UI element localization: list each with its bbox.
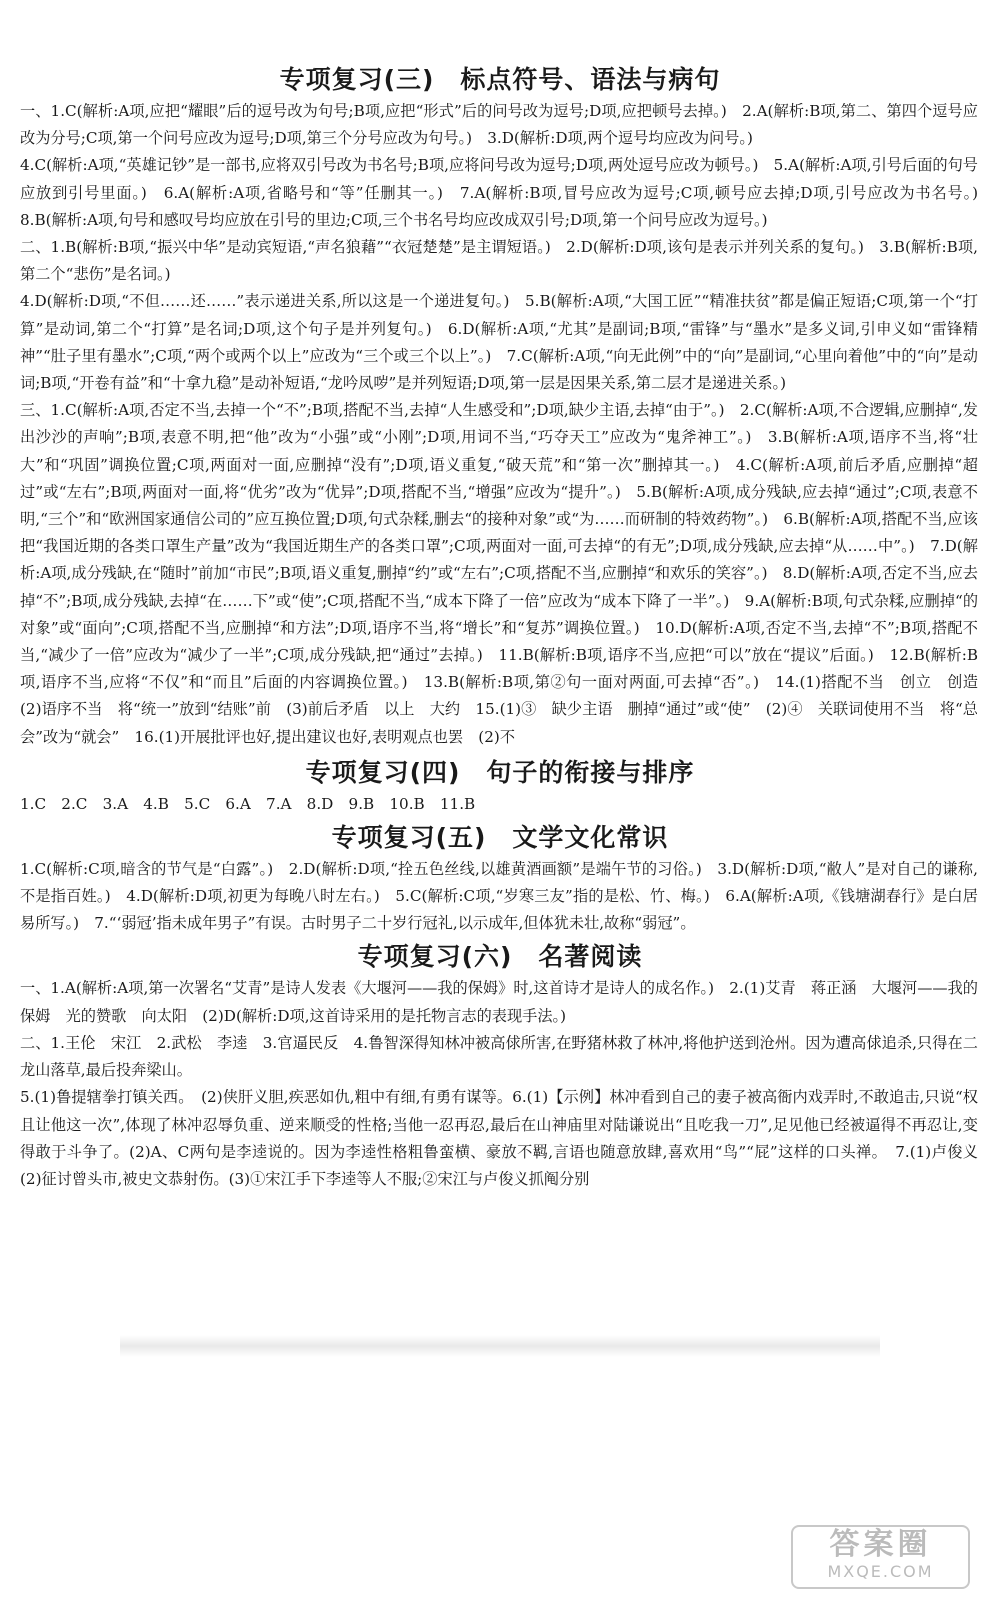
section-4-title: 专项复习(四) 句子的衔接与排序 xyxy=(305,757,695,787)
section-3-title: 专项复习(三) 标点符号、语法与病句 xyxy=(279,65,721,94)
section-5-answers: 1.C(解析:C项,暗含的节气是“白露”。) 2.D(解析:D项,“拴五色丝线,以雄黄酒画额”是端午节的习俗。) 3.D(解析:D项,“敝人”是对自己的谦称,不是指百姓。) 4.D(解析:D项,初更为每晚八时左右。) 5.C(解析:C项,“岁寒三友”指的是松、竹、梅。) 6.A(解析:A项,《钱塘湖春行》是白居易所写。) 7.“‘弱冠’指未成年男子”有误。古时男子二十岁行冠礼,以示成年,但体犹未壮,故称“弱冠”。 xyxy=(20,859,978,933)
section-6-title: 专项复习(六) 名著阅读 xyxy=(357,942,643,972)
section-3-part-1: 一、1.C(解析:A项,应把“耀眼”后的逗号改为句号;B项,应把“形式”后的问号改为逗号;D项,应把顿号去掉。) 2.A(解析:B项,第二、第四个逗号应改为分号;C项,第一个问号应改为逗号;D项,第三个分号应改为句号。) 3.D(解析:D项,两个逗号均应改为问号。) xyxy=(20,102,978,148)
watermark-sub-text: MXQE.COM xyxy=(827,1562,934,1581)
section-6-part-2: 二、1.王伦 宋江 2.武松 李逵 3.官逼民反 4.鲁智深得知林冲被高俅所害,在野猪林救了林冲,将他护送到沧州。因为遭高俅追杀,只得在二龙山落草,最后投奔梁山。 xyxy=(20,1033,978,1080)
section-4-answers: 1.C 2.C 3.A 4.B 5.C 6.A 7.A 8.D 9.B 10.B 11.B xyxy=(20,794,476,813)
watermark-logo xyxy=(791,1525,970,1589)
section-3-part-2: 二、1.B(解析:B项,“振兴中华”是动宾短语,“声名狼藉”“衣冠楚楚”是主谓短语。) 2.D(解析:D项,该句是表示并列关系的复句。) 3.B(解析:B项,第二个“悲伤”是名词。) xyxy=(20,238,978,284)
section-3-part-3: 三、1.C(解析:A项,否定不当,去掉一个“不”;B项,搭配不当,去掉“人生感受和”;D项,缺少主语,去掉“由于”。) 2.C(解析:A项,不合逻辑,应删掉“,发出沙沙的声响”;B项,表意不明,把“他”改为“小强”或“小刚”;D项,用词不当,“巧夺天工”应改为“鬼斧神工”。) 3.B(解析:A项,语序不当,将“壮大”和“巩固”调换位置;C项,两面对一面,应删掉“没有”;D项,语义重复,“破天荒”和“第一次”删掉其一。) 4.C(解析:A项,前后矛盾,应删掉“超过”或“左右”;B项,两面对一面,将“优劣”改为“优异”;D项,搭配不当,“增强”应改为“提升”。) 5.B(解析:A项,成分残缺,应去掉“通过”;C项,表意不明,“三个”和“欧洲国家通信公司的”应互换位置;D项,句式杂糅,删去“的接种对象”或“为……而研制的特效药物”。) 6.B(解析:A项,搭配不当,应该把“我国近期的各类口罩生产量”改为“我国近期生产的各类口罩”;C项,两面对一面,可去掉“的有无”;D项,成分残缺,应去掉“从……中”。) 7.D(解析:A项,成分残缺,在“随时”前加“市民”;B项,语义重复,删掉“约”或“左右”;C项,搭配不当,应删掉“和欢乐的笑容”。) 8.D(解析:A项,否定不当,应去掉“不”;B项,成分残缺,去掉“在……下”或“使”;C项,搭配不当,“成本下降了一倍”应改为“成本下降了一半”。) 9.A(解析:B项,句式杂糅,应删掉“的对象”或“面向”;C项,搭配不当,应删掉“和方法”;D项,语序不当,将“增长”和“复苏”调换位置。) 10.D(解析:A项,否定不当,去掉“不”;B项,搭配不当,“减少了一倍”应改为“减少了一半”;C项,成分残缺,把“通过”去掉。) 11.B(解析:B项,语序不当,应把“可以”放在“提议”后面。) 12.B(解析:B项,语序不当,应将“不仅”和“而且”后面的内容调换位置。) 13.B(解析:B项,第②句一面对两面,可去掉“否”。) 14.(1)搭配不当 创立 创造 (2)语序不当 将“统一”放到“结账”前 (3)前后矛盾 以上 大约 15.(1)③ 缺少主语 删掉“通过”或“使” (2)④ 关联词使用不当 将“总会”改为“就会” 16.(1)开展批评也好,提出建议也好,表明观点也罢 (2)不 xyxy=(20,401,994,746)
section-6-part-2-cont: 5.(1)鲁提辖拳打镇关西。 (2)侠肝义胆,疾恶如仇,粗中有细,有勇有谋等。6.(1)【示例】林冲看到自己的妻子被高衙内戏弄时,不敢追击,只说“权且让他这一次”,体现了林冲忍辱负重、逆来顺受的性格;当他一忍再忍,最后在山神庙里对陆谦说出“且吃我一刀”,足见他已经被逼得不再忍让,变得敢于斗争了。(2)A、C两句是李逵说的。因为李逵性格粗鲁蛮横、豪放不羁,言语也随意放肆,喜欢用“鸟”“屁”这样的口头禅。 7.(1)卢俊义 (2)征讨曾头市,被史文恭射伤。(3)①宋江手下李逵等人不服;②宋江与卢俊义抓阄分别 xyxy=(20,1088,994,1188)
section-5-title: 专项复习(五) 文学文化常识 xyxy=(331,822,669,852)
watermark-main-text: 答案圈 xyxy=(829,1527,932,1562)
section-3-part-2-cont: 4.D(解析:D项,“不但……还……”表示递进关系,所以这是一个递进复句。) 5.B(解析:A项,“大国工匠”“精准扶贫”都是偏正短语;C项,第一个“打算”是动词,第二个“打算”是名词;D项,这个句子是并列复句。) 6.D(解析:A项,“尤其”是副词;B项,“雷锋”与“墨水”是多义词,引申义如“雷锋精神”“肚子里有墨水”;C项,“两个或两个以上”应改为“三个或三个以上”。) 7.C(解析:A项,“向无此例”中的“向”是副词,“心里向着他”中的“向”是动词;B项,“开卷有益”和“十拿九稳”是动补短语,“龙吟凤哕”是并列短语;D项,第一层是因果关系,第二层才是递进关系。) xyxy=(20,292,978,393)
section-6-part-1: 一、1.A(解析:A项,第一次署名“艾青”是诗人发表《大堰河——我的保姆》时,这首诗才是诗人的成名作。) 2.(1)艾青 蒋正涵 大堰河——我的保姆 光的赞歌 向太阳 (2)D(解析:D项,这首诗采用的是托物言志的表现手法。) xyxy=(20,979,978,1025)
section-3-part-1-cont: 4.C(解析:A项,“英雄记钞”是一部书,应将双引号改为书名号;B项,应将问号改为逗号;D项,两处逗号应改为顿号。) 5.A(解析:A项,引号后面的句号应放到引号里面。) 6.A(解析:A项,省略号和“等”任删其一。) 7.A(解析:B项,冒号应改为逗号;C项,顿号应去掉;D项,引号应改为书名号。) 8.B(解析:A项,句号和感叹号均应放在引号的里边;C项,三个书名号均应改成双引号;D项,第一个问号应改为逗号。) xyxy=(20,156,994,229)
scan-smudge xyxy=(120,1335,880,1357)
